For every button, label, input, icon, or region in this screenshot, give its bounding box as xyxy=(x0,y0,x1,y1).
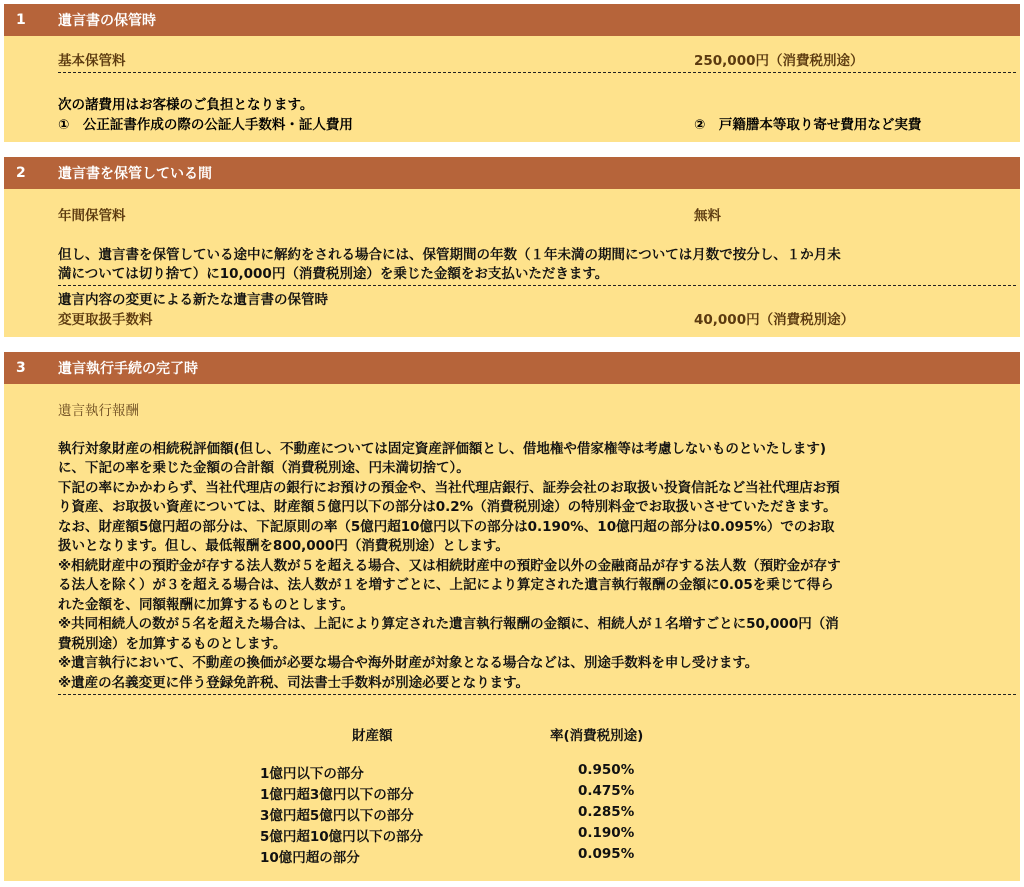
section-header xyxy=(4,4,1020,36)
dotted-divider xyxy=(58,694,1016,695)
table-cell-rate: 0.190% xyxy=(578,825,635,841)
body-line: ※相続財産中の預貯金が存する法人数が５を超える場合、又は相続財産中の預貯金以外の金融商品が存する法人数（預貯金が存す xyxy=(58,558,841,574)
fee-value: 250,000円（消費税別途） xyxy=(694,53,864,69)
section-storage-period xyxy=(4,157,1020,337)
section-header xyxy=(4,352,1020,384)
table-cell-rate: 0.950% xyxy=(578,762,635,778)
change-label: 変更取扱手数料 xyxy=(58,312,153,328)
table-cell-rate: 0.285% xyxy=(578,804,635,820)
table-cell-amount: 1億円以下の部分 xyxy=(260,766,364,782)
section-number: 1 xyxy=(16,12,26,28)
body-line: ※共同相続人の数が５名を超えた場合は、上記により算定された遺言執行報酬の金額に、相続人が１名増すごとに50,000円（消 xyxy=(58,616,839,632)
section-title: 遺言執行手続の完了時 xyxy=(58,361,198,377)
section-storage-time xyxy=(4,4,1020,142)
change-value: 40,000円（消費税別途） xyxy=(694,312,855,328)
section-number: 3 xyxy=(16,360,26,376)
body-line: ※遺言執行において、不動産の換価が必要な場合や海外財産が対象となる場合などは、別途手数料を申し受けます。 xyxy=(58,655,759,671)
section-title: 遺言書の保管時 xyxy=(58,13,156,29)
table-header-rate: 率(消費税別途) xyxy=(550,728,644,744)
table-cell-rate: 0.475% xyxy=(578,783,635,799)
cancel-text-line-1: 但し、遺言書を保管している途中に解約をされる場合には、保管期間の年数（１年未満の期間については月数で按分し、１か月未 xyxy=(58,247,841,263)
table-cell-rate: 0.095% xyxy=(578,846,635,862)
body-line: 扱いとなります。但し、最低報酬を800,000円（消費税別途）とします。 xyxy=(58,538,509,554)
body-line: 執行対象財産の相続税評価額(但し、不動産については固定資産評価額とし、借地権や借家権等は考慮しないものといたします) xyxy=(58,441,827,457)
fee-label: 基本保管料 xyxy=(58,53,126,69)
body-line: ※遺産の名義変更に伴う登録免許税、司法書士手数料が別途必要となります。 xyxy=(58,675,530,691)
body-line: 費税別途）を加算するものとします。 xyxy=(58,636,287,652)
section-title: 遺言書を保管している間 xyxy=(58,166,212,182)
section-header xyxy=(4,157,1020,189)
fee-value: 無料 xyxy=(694,208,721,224)
table-cell-amount: 3億円超5億円以下の部分 xyxy=(260,808,414,824)
fee-label: 遺言執行報酬 xyxy=(58,403,139,419)
cancel-text-line-2: 満については切り捨て）に10,000円（消費税別途）を乗じた金額をお支払いただきます。 xyxy=(58,266,609,282)
fee-label: 年間保管料 xyxy=(58,208,126,224)
dotted-divider xyxy=(58,285,1016,286)
section-number: 2 xyxy=(16,165,26,181)
section-execution-complete xyxy=(4,352,1020,881)
body-line: れた金額を、同額報酬に加算するものとします。 xyxy=(58,597,354,613)
table-header-amount: 財産額 xyxy=(352,728,393,744)
table-cell-amount: 1億円超3億円以下の部分 xyxy=(260,787,414,803)
body-line: なお、財産額5億円超の部分は、下記原則の率（5億円超10億円以下の部分は0.190%、10億円超の部分は0.095%）でのお取 xyxy=(58,519,835,535)
change-title: 遺言内容の変更による新たな遺言書の保管時 xyxy=(58,292,328,308)
cost-item-1: ① 公正証書作成の際の公証人手数料・証人費用 xyxy=(58,117,353,133)
dotted-divider xyxy=(58,72,1016,73)
body-line: る法人を除く）が３を超える場合は、法人数が１を増すごとに、上記により算定された遺言執行報酬の金額に0.05を乗じて得ら xyxy=(58,577,834,593)
note-text: 次の諸費用はお客様のご負担となります。 xyxy=(58,97,314,113)
table-cell-amount: 10億円超の部分 xyxy=(260,850,360,866)
cost-item-2: ② 戸籍謄本等取り寄せ費用など実費 xyxy=(694,117,922,133)
body-line: 下記の率にかかわらず、当社代理店の銀行にお預けの預金や、当社代理店銀行、証券会社のお取扱い投資信託など当社代理店お預 xyxy=(58,480,840,496)
table-cell-amount: 5億円超10億円以下の部分 xyxy=(260,829,424,845)
body-line: に、下記の率を乗じた金額の合計額（消費税別途、円未満切捨て）。 xyxy=(58,460,470,476)
body-line: り資産、お取扱い資産については、財産額５億円以下の部分は0.2%（消費税別途）の特別料金でお取扱いさせていただきます。 xyxy=(58,499,837,515)
